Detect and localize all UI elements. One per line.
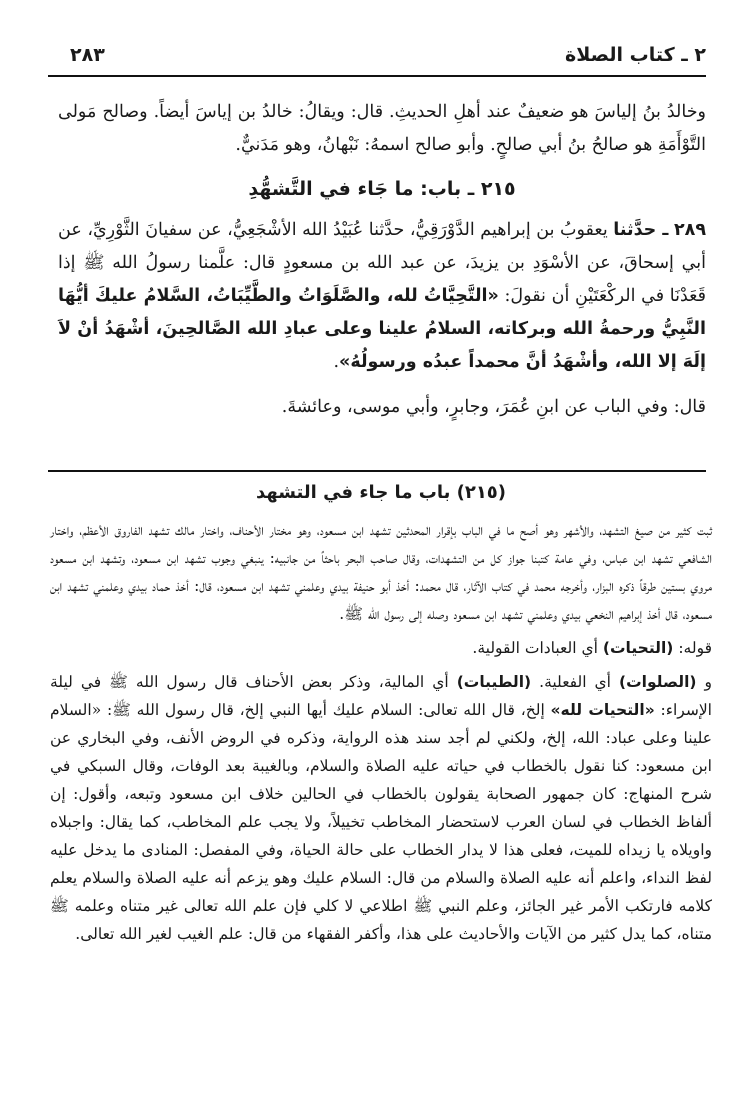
hadith-289: [58, 214, 706, 379]
term-tahiyyat-lillah: «التحيات لله»: [550, 701, 655, 719]
page-number: ٢٨٣: [70, 44, 105, 66]
commentary-title: (٢١٥) باب ما جاء في التشهد: [255, 482, 507, 503]
hadith-end: .: [333, 352, 340, 372]
term-tahiyyat: (التحيات): [602, 639, 674, 657]
term-tayyibat: (الطيبات): [456, 673, 532, 691]
hadith-number: ٢٨٩: [673, 220, 706, 240]
p2-text: أي العبادات القولية.: [472, 639, 603, 657]
term-salawat: (الصلوات): [618, 673, 697, 691]
main-text: [58, 96, 706, 424]
header-divider: [48, 75, 706, 77]
hadith-isnad: يعقوبُ بن إبراهيم الدَّوْرَقِيُّ، حدَّثنا عُبَيْدُ الله الأشْجَعِيُّ، عن سفيانَ الثَّوْرِيِّ، عن أبي إسحاقَ، عن الأسْوَدِ بن يزيدَ، عن عبد الله بن مسعودٍ قال: علَّمنا رسولُ الله ﷺ إذا قَعَدْنَا في الركْعَتَيْنِ أن نقولَ:: [58, 220, 706, 306]
chapter-title: ٢١٥ ـ باب: ما جَاء في التَّشهُّدِ: [248, 178, 516, 200]
p3-text-3: إلخ، قال الله تعالى: السلام عليك أيها النبي إلخ، قال رسول الله ﷺ: «السلام علينا وعلى عباد: الله، إلخ، ولكني لم أجد سند هذه الرواية، وذكره في الروض الأنف، وفي البخاري عن ابن مسعود: كنا نقول بالخطاب في حياته عليه الصلاة والسلام، وبالغيبة بعد الوفات، وقال السبكي في شرح المنهاج: كان جمهور الصحابة يقولون بالخطاب في الحالين خلاف ابن مسعود وتبعه، وأقول: إن ألفاظ الخطاب في لسان العرب لاستحضار المخاطب تخييلاً، ولا يجب علم المخاطب، كما يقال: واجبلاه واويلاه يا زيداه للميت، فعلى هذا لا يدار الخطاب على حالة الحياة، وفي المفصل: المنادى ما يدخل عليه لفظ النداء، واعلم أنه عليه الصلاة والسلام من قال: السلام عليك وهو يزعم أنه عليه الصلاة والسلام يعلم كلامه فارتكب الأمر غير الجائز، وعلم النبي ﷺ اطلاعي لا كلي فإن علم الله تعالى غير متناه وعلمه ﷺ متناه، كما يدل كثير من الآيات والأحاديث على هذا، وأكفر الفقهاء من قال: علم الغيب لغير الله تعالى.: [50, 701, 712, 943]
commentary-section: [50, 476, 712, 948]
commentary-paragraph-3: [50, 668, 712, 948]
p3-text-1: أي الفعلية.: [531, 673, 619, 691]
p3-prefix: و: [696, 673, 712, 691]
p2-prefix: قوله:: [673, 639, 712, 657]
chapter-closing-note: قال: وفي الباب عن ابنِ عُمَرَ، وجابرٍ، وأبي موسى، وعائشةَ.: [281, 397, 706, 417]
narrator-note: وخالدُ بنُ إلياسَ هو ضعيفٌ عند أهلِ الحديثِ. قال: ويقالُ: خالدُ بن إياسَ أيضاً. وصالح مَولى التَّوْأَمَةِ هو صالحُ بنُ أبي صالحٍ. وأبو صالح اسمهُ: نَبْهانُ، وهو مَدَنيٌّ.: [58, 102, 706, 155]
commentary-paragraph-2: [50, 634, 712, 662]
running-header: [70, 38, 706, 72]
chapter-heading: ٢ ـ كتاب الصلاة: [565, 44, 706, 66]
p3-text-2: أي المالية، وذكر بعض الأحناف قال رسول الله ﷺ في ليلة الإسراء:: [50, 673, 712, 719]
hadith-matn: «التَّحِيَّاتُ لله، والصَّلَوَاتُ والطَّيِّبَاتُ، السَّلامُ عليكَ أيُّهَا النَّبِيُّ ورحمةُ الله وبركاته، السلامُ علينا وعلى عبادِ الله الصَّالحِينَ، أشْهَدُ أنْ لاَ إلَهَ إلا الله، وأشْهَدُ أنَّ محمداً عبدُه ورسولُهُ»: [58, 286, 706, 372]
haddathana-label: ـ حدَّثنا: [613, 220, 669, 240]
commentary-paragraph-1: ثبت كثير من صيغ التشهد، والأشهر وهو أصح ما في الباب بإقرار المحدثين تشهد ابن مسعود، وهو مختار الأحناف، واختار مالك تشهد الفاروق الأعظم، واختار الشافعي تشهد ابن عباس، وفي عامة كتبنا جواز كل من التشهدات، وقال صاحب البحر باحثاً من جانبيه: ينبغي وجوب تشهد ابن مسعود، وتشهد ابن مسعود مروي بستين طرقاً ذكره البزار، وأخرجه محمد في كتاب الآثار، قال محمد: أخذ أبو حنيفة بيدي وعلمني تشهد ابن مسعود، قال: أخذ حماد بيدي وعلمني تشهد ابن مسعود، قال أخذ إبراهيم النخعي بيدي وعلمني تشهد ابن مسعود وصله إلى رسول الله ﷺ.: [50, 521, 712, 623]
commentary-divider: [48, 470, 706, 472]
